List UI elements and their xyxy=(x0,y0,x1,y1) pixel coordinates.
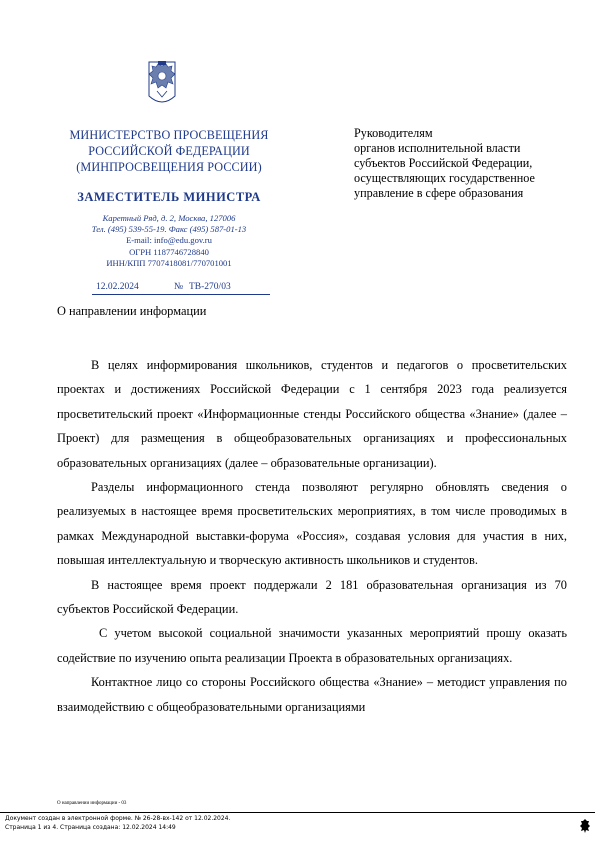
email: E-mail: info@edu.gov.ru xyxy=(126,235,212,246)
letter-subject: О направлении информации xyxy=(57,304,207,318)
ministry-name-line3: (МИНПРОСВЕЩЕНИЯ РОССИИ) xyxy=(76,159,262,174)
body-paragraph: С учетом высокой социальной значимости указанных мероприятий прошу оказать содействие по изучению опыта реализации Проекта в образовательных организациях. xyxy=(57,626,567,665)
body-paragraph: Контактное лицо со стороны Российского общества «Знание» – методист управления по взаимодействию с общеобразовательными организациями xyxy=(57,675,567,714)
document-metadata xyxy=(5,815,230,832)
position-title: ЗАМЕСТИТЕЛЬ МИНИСТРА xyxy=(77,190,261,204)
registration-line xyxy=(92,282,270,295)
metadata-line: Страница 1 из 4. Страница создана: 12.02.2024 14:49 xyxy=(5,823,176,831)
footer-divider xyxy=(0,812,595,813)
registration-number-label: № xyxy=(174,282,184,292)
footer-file-note: О направлении информации - 03 xyxy=(57,801,127,806)
ministry-name-line2: РОССИЙСКОЙ ФЕДЕРАЦИИ xyxy=(88,143,250,158)
addressee-line: органов исполнительной власти xyxy=(354,141,521,155)
letter-body xyxy=(57,353,567,719)
ministry-name-line1: МИНИСТЕРСТВО ПРОСВЕЩЕНИЯ xyxy=(69,128,269,142)
addressee-line: осуществляющих государственное xyxy=(354,171,535,185)
ogrn: ОГРН 1187746728840 xyxy=(129,246,209,257)
metadata-line: Документ создан в электронной форме. № 26-28-вх-142 от 12.02.2024. xyxy=(5,815,231,822)
body-paragraph: В целях информирования школьников, студентов и педагогов о просветительских проектах и достижениях Российской Федерации с 1 сентября 2023 года реализуется просветительский проект «Информационные стенды Российского общества «Знание» (далее – Проект) для размещения в общеобразовательных организациях и профессиональных образовательных организациях (далее – образовательные организации). xyxy=(57,358,567,470)
contact-block xyxy=(40,213,298,269)
addressee-line: субъектов Российской Федерации, xyxy=(354,156,533,170)
coat-of-arms-icon xyxy=(143,58,181,112)
addressee-line: управление в сфере образования xyxy=(354,186,524,200)
coat-of-arms-seal-icon xyxy=(580,818,590,834)
phone-fax: Тел. (495) 539-55-19. Факс (495) 587-01-13 xyxy=(91,224,247,235)
address: Каретный Ряд, д. 2, Москва, 127006 xyxy=(102,213,236,223)
addressee-block xyxy=(354,126,584,201)
inn-kpp: ИНН/КПП 7707418081/770701001 xyxy=(106,257,232,268)
ministry-header xyxy=(40,128,298,175)
registration-number: ТВ-270/03 xyxy=(189,282,231,292)
addressee-line: Руководителям xyxy=(354,126,433,140)
registration-date: 12.02.2024 xyxy=(96,282,139,292)
body-paragraph: Разделы информационного стенда позволяют регулярно обновлять сведения о реализуемых в настоящее время просветительских мероприятиях, в том числе проводимых в рамках Международной выставки-форума «Россия», создавая условия для участия в них, повышая интеллектуальную и творческую активность школьников и студентов. xyxy=(57,480,567,568)
body-paragraph: В настоящее время проект поддержали 2 181 образовательная организация из 70 субъектов Российской Федерации. xyxy=(57,577,567,617)
